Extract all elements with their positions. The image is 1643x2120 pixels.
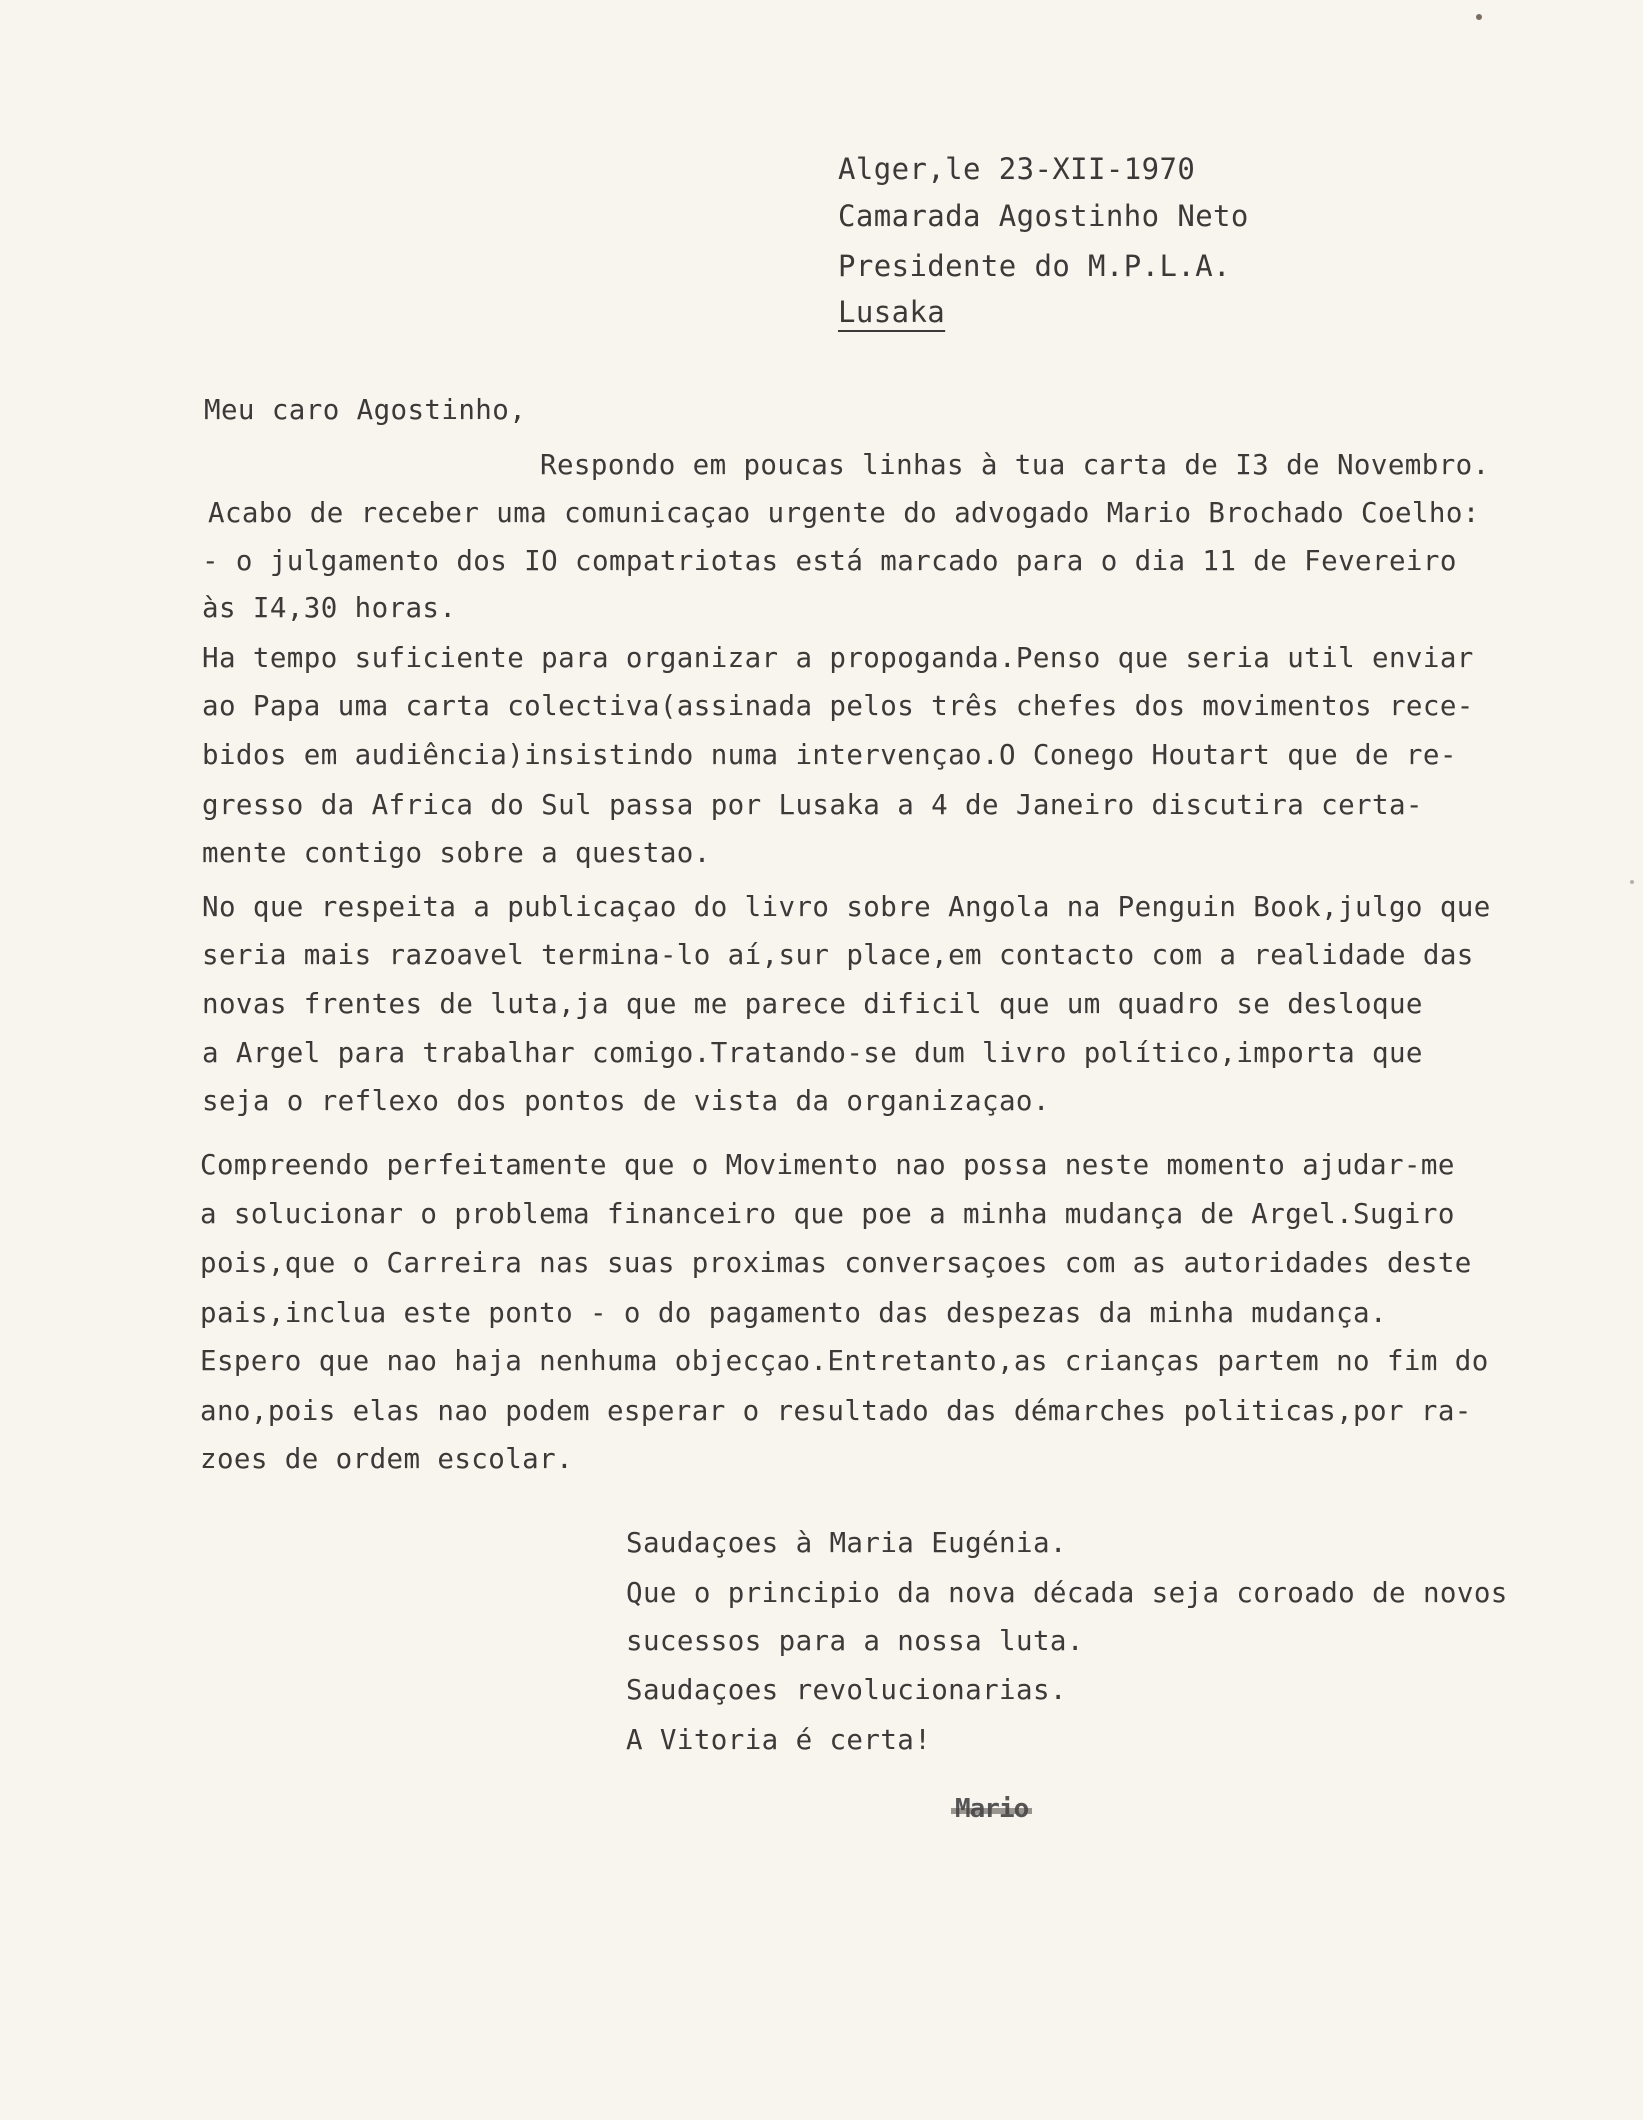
body-line: Espero que nao haja nenhuma objecçao.Entretanto,as crianças partem no fim do <box>200 1345 1489 1377</box>
closing-line: Que o principio da nova década seja coroado de novos <box>626 1577 1508 1609</box>
body-line: No que respeita a publicaçao do livro sobre Angola na Penguin Book,julgo que <box>202 891 1491 923</box>
body-line: às I4,30 horas. <box>202 592 457 624</box>
body-line: pois,que o Carreira nas suas proximas conversaçoes com as autoridades deste <box>200 1247 1472 1279</box>
body-line: ano,pois elas nao podem esperar o resultado das démarches politicas,por ra- <box>200 1395 1472 1427</box>
body-line: a Argel para trabalhar comigo.Tratando-se dum livro político,importa que <box>202 1037 1423 1069</box>
body-line: seja o reflexo dos pontos de vista da organizaçao. <box>202 1085 1050 1117</box>
closing-line: Saudaçoes à Maria Eugénia. <box>626 1527 1067 1559</box>
paper-speck <box>1630 880 1634 884</box>
body-line: Acabo de receber uma comunicaçao urgente do advogado Mario Brochado Coelho: <box>208 497 1480 529</box>
body-line: pais,inclua este ponto - o do pagamento das despezas da minha mudança. <box>200 1297 1387 1329</box>
body-line: ao Papa uma carta colectiva(assinada pelos três chefes dos movimentos rece- <box>202 690 1474 722</box>
body-line: Ha tempo suficiente para organizar a propoganda.Penso que seria util enviar <box>202 642 1474 674</box>
body-line: zoes de ordem escolar. <box>200 1443 574 1475</box>
closing-line: Saudaçoes revolucionarias. <box>626 1674 1067 1706</box>
signature-strikeout <box>951 1808 1032 1814</box>
closing-line: A Vitoria é certa! <box>626 1724 932 1756</box>
salutation: Meu caro Agostinho, <box>204 394 527 426</box>
place-date: Alger,le 23-XII-1970 <box>838 152 1196 186</box>
body-line: gresso da Africa do Sul passa por Lusaka a 4 de Janeiro discutira certa- <box>202 789 1423 821</box>
body-line: mente contigo sobre a questao. <box>202 837 711 869</box>
closing-line: sucessos para a nossa luta. <box>626 1625 1084 1657</box>
paper-speck <box>1476 14 1482 20</box>
signature <box>955 1794 1028 1824</box>
body-line: Respondo em poucas linhas à tua carta de I3 de Novembro. <box>540 449 1490 481</box>
body-line: - o julgamento dos IO compatriotas está marcado para o dia 11 de Fevereiro <box>202 545 1457 577</box>
body-line: seria mais razoavel termina-lo aí,sur place,em contacto com a realidade das <box>202 939 1474 971</box>
recipient-name: Camarada Agostinho Neto <box>838 199 1249 233</box>
recipient-title: Presidente do M.P.L.A. <box>838 249 1231 283</box>
recipient-city: Lusaka <box>838 295 946 329</box>
body-line: Compreendo perfeitamente que o Movimento nao possa neste momento ajudar-me <box>200 1149 1455 1181</box>
body-line: bidos em audiência)insistindo numa intervençao.O Conego Houtart que de re- <box>202 739 1457 771</box>
body-line: a solucionar o problema financeiro que poe a minha mudança de Argel.Sugiro <box>200 1198 1455 1230</box>
body-line: novas frentes de luta,ja que me parece dificil que um quadro se desloque <box>202 988 1423 1020</box>
